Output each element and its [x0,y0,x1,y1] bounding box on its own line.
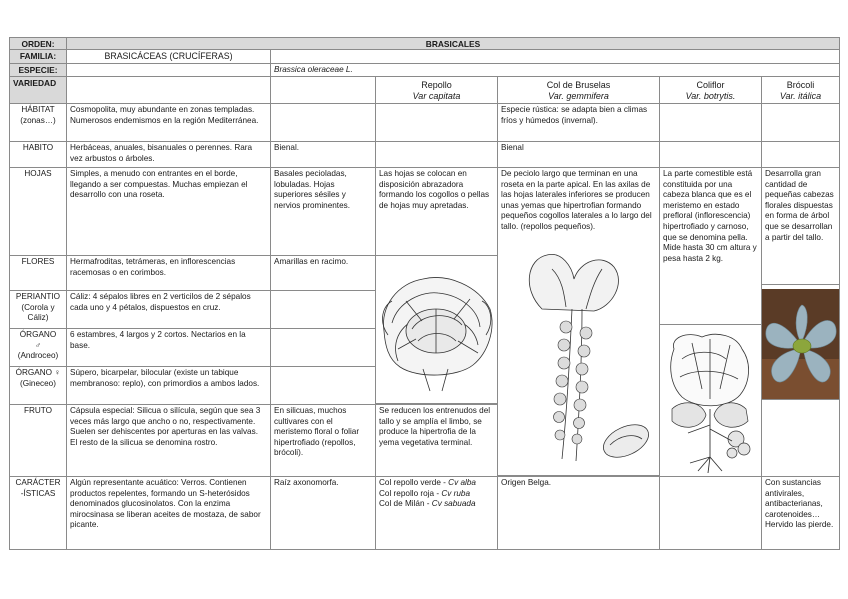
cultivar-name: Col repollo roja - [379,488,442,498]
variedad-family-empty [66,76,271,104]
cultivar-code: Cv sabuada [431,499,476,509]
fruto-repollo: Se reducen los entrenudos del tallo y se amplía el limbo, se produce la hipertrofia de la yema vegetativa terminal. [375,404,498,477]
row-label-fruto: FRUTO [9,404,67,477]
caracter-especie: Raíz axonomorfa. [270,476,376,550]
habito-coliflor [659,141,762,168]
caracter-brocoli: Con sustancias antivirales, antibacterianas, carotenoides… Hervido las pierde. [761,476,840,550]
variety-bruselas [497,76,660,104]
organo-m-family: 6 estambres, 4 largos y 2 cortos. Nectarios en la base. [66,328,271,367]
fruto-brocoli [761,399,840,477]
variedad-especie-empty [270,76,376,104]
broccoli-photo [762,289,839,399]
variety-name: Col de Bruselas [546,80,611,90]
label-line: PERIANTIO [15,292,61,301]
cultivar-code: Cv alba [448,478,476,487]
habitat-brocoli [761,103,840,142]
hojas-bruselas-text: De peciolo largo que terminan en una roseta en la parte apical. En las axilas de las hojas laterales inferiores se producen unas yemas que hipertrofian formando pequeños cogollos laterales a lo largo del tallo. (repollos pequeños). [501,169,652,231]
variety-name: Brócoli [786,80,815,90]
variety-coliflor [659,76,762,104]
label-line: (Androceo) [17,351,59,361]
label-line: CARÁCTER [15,478,61,487]
hojas-brocoli: Desarrolla gran cantidad de pequeñas cabezas florales dispuestas en forma de árbol que se desarrollan a partir del tallo. [761,167,840,285]
variety-name: Coliflor [696,80,725,90]
row-label-periantio [9,290,67,329]
cultivar-line [379,499,494,510]
label-line: (Corola y [21,302,55,312]
row-label-hojas: HOJAS [9,167,67,256]
orden-label: ORDEN: [9,37,67,50]
label-line: Cáliz) [27,313,49,323]
fruto-family: Cápsula especial: Silicua o silícula, según que sea 3 veces más largo que ancho o no, respectivamente. Suelen ser dehiscentes por aperturas en las valvas. El resto de la silicua se denomina rostro. [66,404,271,477]
brussels-sprouts-illustration [502,249,656,473]
caracter-coliflor [659,476,762,550]
organo-m-especie [270,328,376,367]
habitat-bruselas: Especie rústica: se adapta bien a climas fríos y húmedos (invernal). [497,103,660,142]
cultivar-name: Col de Milán - [379,499,432,509]
organo-f-family: Súpero, bicarpelar, bilocular (existe un tabique membranoso: replo), con primordios a ambos lados. [66,366,271,405]
label-line: ♂ [34,340,42,350]
label-line: ÓRGANO [19,330,57,339]
habito-brocoli [761,141,840,168]
variety-sub: Var. botrytis. [685,90,736,101]
hojas-repollo: Las hojas se colocan en disposición abrazadora formando los cogollos o pellas de hojas muy apretadas. [375,167,498,256]
label-line: (Gineceo) [20,378,56,388]
classification-table [9,37,840,550]
habito-bruselas: Bienal [497,141,660,168]
caracter-repollo [375,476,498,550]
habitat-coliflor [659,103,762,142]
familia-empty [270,49,840,64]
especie-empty [66,63,271,77]
variety-sub: Var. itálica [779,90,822,101]
variedad-label: VARIEDAD [9,76,67,104]
fruto-especie: En silicuas, muchos cultivares con el meristemo floral o foliar hipertrofiado (repollos, brócoli). [270,404,376,477]
cultivar-name: Col repollo verde - [379,478,449,487]
periantio-especie [270,290,376,329]
flores-family: Hermafroditas, tetrámeras, en inflorescencias racemosas o en corimbos. [66,255,271,291]
flores-especie: Amarillas en racimo. [270,255,376,291]
habitat-especie [270,103,376,142]
cultivar-line [379,478,494,489]
especie-label: ESPECIE: [9,63,67,77]
habitat-repollo [375,103,498,142]
familia-label: FAMILIA: [9,49,67,64]
label-line: ÓRGANO ♀ [15,368,61,377]
caracter-bruselas: Origen Belga. [497,476,660,550]
habitat-family: Cosmopolita, muy abundante en zonas templadas. Numerosos endemismos en la región Mediterránea. [66,103,271,142]
hojas-especie: Basales pecioladas, lobuladas. Hojas superiores sésiles y nervios prominentes. [270,167,376,256]
caracter-family: Algún representante acuático: Verros. Contienen productos repelentes, formando un S-heterósidos denominados glucosinolatos. Con la enzima mirocsinasa se liberan aceites de mostaza, de sabor picante. [66,476,271,550]
row-label-caracter [9,476,67,550]
row-label-habitat: HÁBITAT (zonas…) [9,103,67,142]
habito-family: Herbáceas, anuales, bisanuales o perennes. Rara vez arbustos o árboles. [66,141,271,168]
variety-brocoli [761,76,840,104]
variety-repollo [375,76,498,104]
familia-value: BRASICÁCEAS (CRUCÍFERAS) [66,49,271,64]
cauliflower-illustration [662,329,759,475]
cultivar-code: Cv ruba [441,488,471,498]
habito-especie: Bienal. [270,141,376,168]
row-label-organo-m [9,328,67,367]
especie-value: Brassica oleraceae L. [270,63,840,77]
habito-repollo [375,141,498,168]
cultivar-line [379,489,494,500]
organo-f-especie [270,366,376,405]
orden-value: BRASICALES [66,37,840,50]
row-label-habito: HABITO [9,141,67,168]
row-label-flores: FLORES [9,255,67,291]
cabbage-illustration [378,261,495,399]
variety-name: Repollo [421,80,452,90]
row-label-organo-f [9,366,67,405]
periantio-family: Cáliz: 4 sépalos libres en 2 verticilos de 2 sépalos cada uno y 4 pétalos, dispuestos en cruz. [66,290,271,329]
label-line: -ÍSTICAS [20,488,56,498]
variety-sub: Var. gemmifera [548,90,609,101]
hojas-family: Simples, a menudo con entrantes en el borde, llegando a ser compuestas. Muchas empiezan el desarrollo con una roseta. [66,167,271,256]
variety-sub: Var capitata [412,90,461,101]
hojas-coliflor: La parte comestible está constituida por una cabeza blanca que es el meristemo en estado prefloral (inflorescencia) hipertrofiado y carnoso, que se denomina pella. Mide hasta 30 cm altura y pesa hasta 2 kg. [659,167,762,325]
